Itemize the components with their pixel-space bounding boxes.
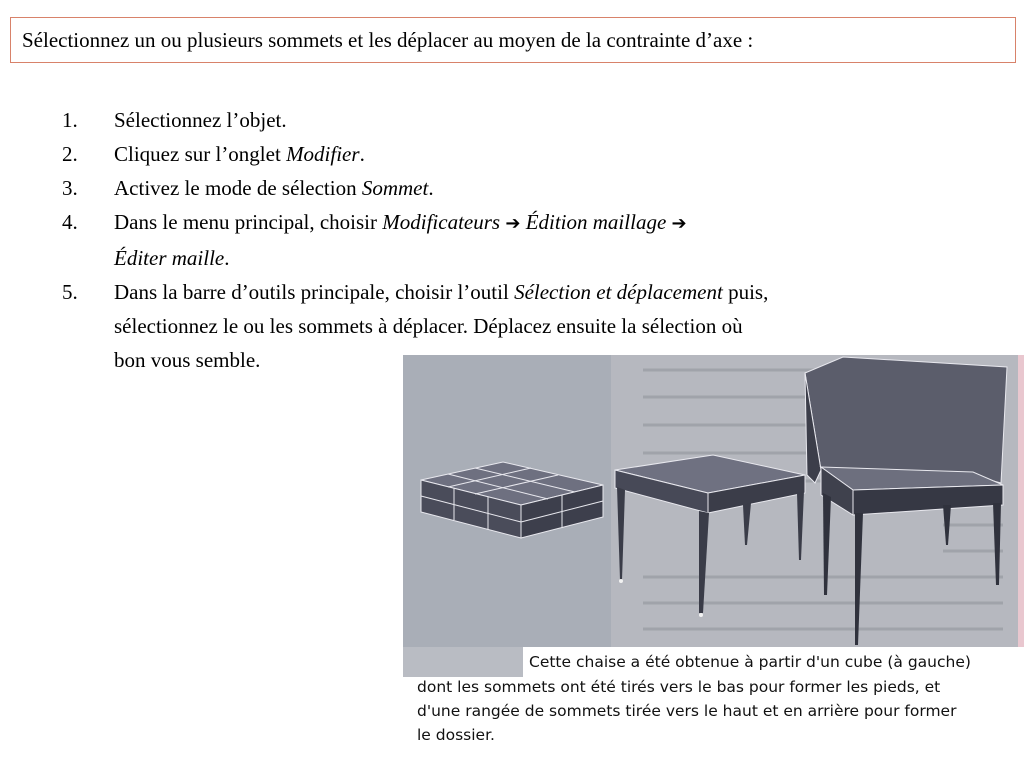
book-scan-figure bbox=[403, 355, 1024, 768]
step-emphasis: Modificateurs bbox=[382, 210, 501, 234]
step-1 bbox=[0, 103, 1024, 137]
title-box bbox=[10, 17, 1016, 63]
cube-model bbox=[421, 462, 603, 538]
caption-line: dont les sommets ont été tirés vers le bas pour former les pieds, et bbox=[417, 678, 941, 696]
step-emphasis: Éditer maille bbox=[114, 246, 225, 270]
figure-caption bbox=[403, 647, 1024, 768]
step-punct: . bbox=[224, 246, 230, 270]
steps-list bbox=[0, 103, 1024, 377]
caption-line: d'une rangée de sommets tirée vers le haut et en arrière pour former bbox=[417, 702, 957, 720]
step-number: 4. bbox=[62, 210, 78, 234]
caption-line: Cette chaise a été obtenue à partir d'un cube (à gauche) bbox=[529, 653, 971, 671]
step-emphasis: Édition maillage bbox=[525, 210, 667, 234]
caption-bg bbox=[403, 647, 523, 677]
step-3 bbox=[0, 171, 1024, 205]
step-number: 5. bbox=[62, 280, 78, 304]
step-text: Activez le mode de sélection bbox=[114, 176, 362, 200]
step-text: Sélectionnez l’objet. bbox=[114, 108, 287, 132]
step-text: sélectionnez le ou les sommets à déplacer. Déplacez ensuite la sélection où bbox=[114, 314, 743, 338]
step-4 bbox=[0, 205, 1024, 275]
table-model bbox=[615, 455, 805, 617]
step-2 bbox=[0, 137, 1024, 171]
step-text: Cliquez sur l’onglet bbox=[114, 142, 287, 166]
step-punct: . bbox=[359, 142, 365, 166]
step-text: bon vous semble. bbox=[114, 348, 261, 372]
step-number: 2. bbox=[62, 142, 78, 166]
step-emphasis: Modifier bbox=[286, 142, 360, 166]
furniture-illustration bbox=[403, 355, 1024, 655]
caption-line: le dossier. bbox=[417, 726, 495, 744]
step-text: Dans la barre d’outils principale, choisir l’outil bbox=[114, 280, 515, 304]
step-text: puis, bbox=[722, 280, 769, 304]
step-number: 3. bbox=[62, 176, 78, 200]
arrow-right-icon: ➔ bbox=[671, 213, 687, 234]
step-number: 1. bbox=[62, 108, 78, 132]
page-title: Sélectionnez un ou plusieurs sommets et les déplacer au moyen de la contrainte d’axe : bbox=[22, 28, 754, 52]
step-emphasis: Sélection et déplacement bbox=[514, 280, 723, 304]
step-emphasis: Sommet bbox=[361, 176, 429, 200]
arrow-right-icon: ➔ bbox=[505, 213, 521, 234]
step-text: Dans le menu principal, choisir bbox=[114, 210, 383, 234]
step-punct: . bbox=[428, 176, 434, 200]
